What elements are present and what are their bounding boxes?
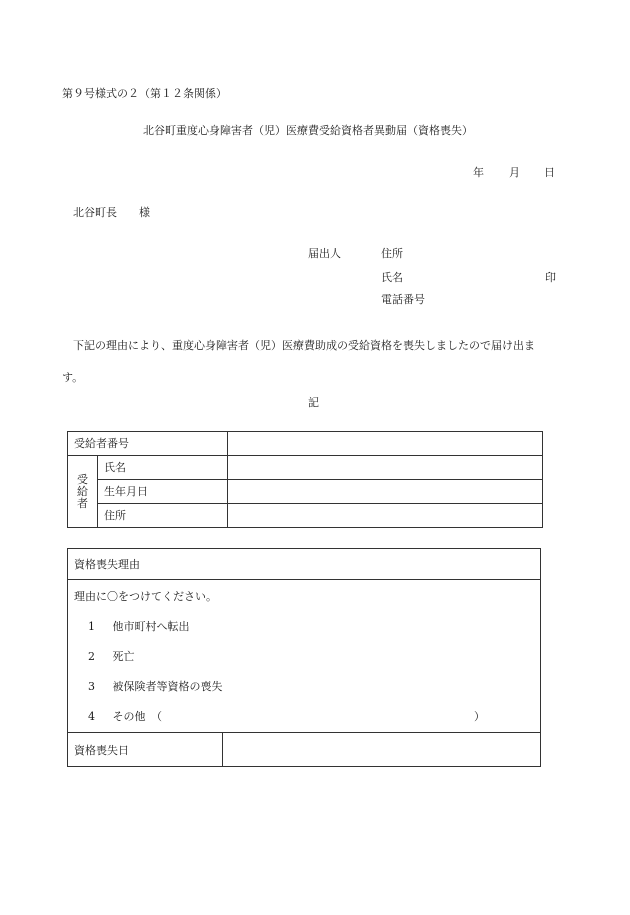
body-text-line-2: す。	[62, 371, 84, 384]
recipient-address-label: 住所	[98, 504, 228, 528]
ki-mark: 記	[308, 396, 319, 409]
divider	[68, 579, 540, 580]
date-day: 日	[544, 166, 555, 179]
loss-date-label: 資格喪失日	[74, 744, 129, 757]
reason-option-2[interactable]	[88, 651, 135, 662]
option-text: 他市町村へ転出	[112, 620, 190, 633]
applicant-name-label: 氏名	[381, 271, 403, 284]
option-number: 1	[88, 620, 95, 633]
option-number: 3	[88, 680, 95, 693]
divider	[222, 732, 223, 766]
table-row	[68, 480, 543, 504]
recipient-name-label: 氏名	[98, 456, 228, 480]
date-month: 月	[509, 166, 520, 179]
option-text: 被保険者等資格の喪失	[112, 680, 223, 693]
option-text: 死亡	[112, 650, 135, 663]
reason-option-4[interactable]	[88, 711, 162, 722]
table-row	[68, 432, 543, 456]
addressee: 北谷町長 様	[73, 206, 150, 219]
applicant-address-label: 住所	[381, 247, 403, 260]
recipient-birthdate-field[interactable]	[228, 480, 543, 504]
option-text: その他 （	[112, 710, 162, 723]
table-row	[68, 456, 543, 480]
reason-instruction: 理由に〇をつけてください。	[74, 590, 217, 603]
document-title: 北谷町重度心身障害者（児）医療費受給資格者異動届（資格喪失）	[143, 124, 473, 137]
body-text-line-1: 下記の理由により、重度心身障害者（児）医療費助成の受給資格を喪失しましたので届け出ま	[73, 339, 535, 352]
reason-option-3[interactable]	[88, 681, 223, 692]
applicant-phone-label: 電話番号	[381, 293, 425, 306]
recipient-group-label	[68, 456, 98, 528]
recipient-number-label: 受給者番号	[68, 432, 228, 456]
loss-date-field[interactable]	[228, 735, 534, 765]
table-row	[68, 504, 543, 528]
form-number: 第９号様式の２（第１２条関係）	[62, 87, 227, 100]
reason-header: 資格喪失理由	[74, 558, 140, 571]
date-year: 年	[473, 166, 484, 179]
recipient-group-char: 者	[77, 496, 88, 510]
recipient-number-field[interactable]	[228, 432, 543, 456]
reason-section	[67, 548, 541, 767]
applicant-label: 届出人	[308, 247, 341, 260]
seal-mark: 印	[545, 271, 556, 284]
recipient-birthdate-label: 生年月日	[98, 480, 228, 504]
recipient-group-char: 給	[77, 484, 88, 498]
reason-option-1[interactable]	[88, 621, 190, 632]
recipient-group-char: 受	[77, 472, 88, 486]
divider	[68, 732, 540, 733]
recipient-name-field[interactable]	[228, 456, 543, 480]
option-number: 4	[88, 710, 95, 723]
recipient-table	[67, 431, 543, 528]
option-number: 2	[88, 650, 95, 663]
recipient-address-field[interactable]	[228, 504, 543, 528]
close-paren: ）	[474, 710, 485, 723]
